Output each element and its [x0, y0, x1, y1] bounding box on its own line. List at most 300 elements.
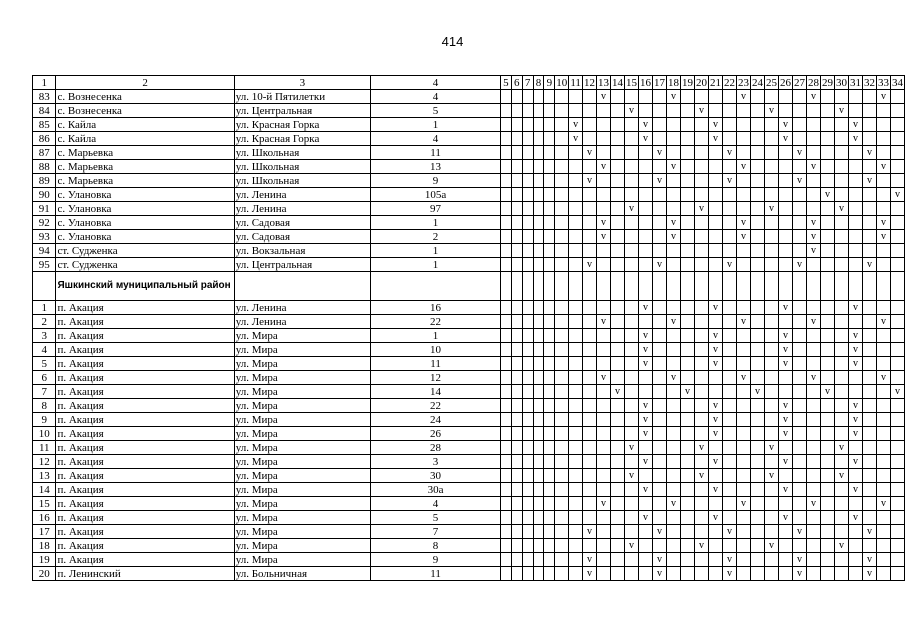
- table-row: [33, 202, 905, 216]
- street-cell: ул. Мира: [234, 483, 370, 497]
- empty-mark-cell: [596, 483, 610, 497]
- empty-mark-cell: [792, 272, 806, 301]
- check-mark-cell: v: [890, 385, 904, 399]
- empty-mark-cell: [834, 132, 848, 146]
- check-mark-cell: v: [876, 230, 890, 244]
- empty-mark-cell: [652, 315, 666, 329]
- empty-mark-cell: [680, 553, 694, 567]
- empty-mark-cell: [610, 553, 624, 567]
- empty-mark-cell: [652, 343, 666, 357]
- empty-mark-cell: [544, 511, 555, 525]
- check-mark-cell: v: [778, 301, 792, 315]
- empty-mark-cell: [596, 118, 610, 132]
- empty-mark-cell: [834, 118, 848, 132]
- empty-mark-cell: [764, 371, 778, 385]
- empty-mark-cell: [533, 553, 544, 567]
- empty-mark-cell: [652, 272, 666, 301]
- empty-mark-cell: [778, 385, 792, 399]
- empty-mark-cell: [555, 525, 569, 539]
- house-number-cell: 10: [371, 343, 501, 357]
- empty-mark-cell: [764, 146, 778, 160]
- empty-mark-cell: [708, 385, 722, 399]
- check-mark-cell: v: [736, 90, 750, 104]
- empty-mark-cell: [511, 539, 522, 553]
- empty-mark-cell: [792, 202, 806, 216]
- check-mark-cell: v: [666, 230, 680, 244]
- empty-mark-cell: [555, 371, 569, 385]
- empty-mark-cell: [848, 230, 862, 244]
- empty-mark-cell: [596, 553, 610, 567]
- locality-cell: п. Акация: [56, 329, 234, 343]
- table-row: [33, 525, 905, 539]
- empty-mark-cell: [533, 104, 544, 118]
- empty-mark-cell: [848, 104, 862, 118]
- table-row: [33, 118, 905, 132]
- empty-mark-cell: [792, 399, 806, 413]
- empty-mark-cell: [533, 202, 544, 216]
- empty-mark-cell: [638, 497, 652, 511]
- empty-mark-cell: [694, 385, 708, 399]
- empty-mark-cell: [750, 357, 764, 371]
- empty-mark-cell: [569, 258, 583, 272]
- locality-cell: с. Улановка: [56, 230, 234, 244]
- empty-mark-cell: [511, 216, 522, 230]
- empty-mark-cell: [834, 272, 848, 301]
- empty-mark-cell: [792, 539, 806, 553]
- empty-mark-cell: [890, 146, 904, 160]
- check-mark-cell: v: [624, 539, 638, 553]
- empty-mark-cell: [680, 301, 694, 315]
- empty-mark-cell: [522, 315, 533, 329]
- empty-mark-cell: [862, 244, 876, 258]
- empty-mark-cell: [694, 216, 708, 230]
- empty-mark-cell: [680, 357, 694, 371]
- empty-mark-cell: [750, 244, 764, 258]
- empty-mark-cell: [890, 315, 904, 329]
- empty-mark-cell: [862, 104, 876, 118]
- empty-mark-cell: [652, 469, 666, 483]
- empty-mark-cell: [890, 539, 904, 553]
- table-row: [33, 301, 905, 315]
- check-mark-cell: v: [708, 132, 722, 146]
- empty-mark-cell: [501, 118, 512, 132]
- street-cell: ул. Мира: [234, 469, 370, 483]
- empty-mark-cell: [666, 272, 680, 301]
- empty-mark-cell: [792, 455, 806, 469]
- check-mark-cell: v: [778, 399, 792, 413]
- empty-mark-cell: [555, 553, 569, 567]
- empty-mark-cell: [522, 90, 533, 104]
- empty-mark-cell: [820, 469, 834, 483]
- empty-mark-cell: [522, 553, 533, 567]
- empty-mark-cell: [694, 483, 708, 497]
- empty-mark-cell: [848, 385, 862, 399]
- empty-mark-cell: [820, 497, 834, 511]
- empty-mark-cell: [522, 146, 533, 160]
- empty-mark-cell: [890, 483, 904, 497]
- empty-mark-cell: [736, 357, 750, 371]
- check-mark-cell: v: [778, 483, 792, 497]
- empty-mark-cell: [555, 497, 569, 511]
- empty-mark-cell: [610, 272, 624, 301]
- locality-cell: п. Акация: [56, 455, 234, 469]
- empty-cell: [371, 272, 501, 301]
- empty-mark-cell: [806, 132, 820, 146]
- street-cell: ул. Мира: [234, 455, 370, 469]
- column-header: 2: [56, 76, 234, 90]
- empty-mark-cell: [511, 343, 522, 357]
- empty-mark-cell: [792, 343, 806, 357]
- check-mark-cell: v: [596, 216, 610, 230]
- house-number-cell: 24: [371, 413, 501, 427]
- empty-mark-cell: [750, 272, 764, 301]
- check-mark-cell: v: [792, 174, 806, 188]
- empty-mark-cell: [820, 160, 834, 174]
- check-mark-cell: v: [778, 455, 792, 469]
- empty-mark-cell: [722, 315, 736, 329]
- locality-cell: с. Улановка: [56, 188, 234, 202]
- empty-mark-cell: [680, 399, 694, 413]
- table-row: [33, 371, 905, 385]
- empty-mark-cell: [750, 469, 764, 483]
- empty-mark-cell: [522, 441, 533, 455]
- empty-mark-cell: [890, 399, 904, 413]
- empty-mark-cell: [582, 329, 596, 343]
- empty-mark-cell: [806, 343, 820, 357]
- empty-mark-cell: [596, 174, 610, 188]
- empty-mark-cell: [764, 553, 778, 567]
- empty-mark-cell: [624, 455, 638, 469]
- table-row: [33, 469, 905, 483]
- empty-mark-cell: [624, 216, 638, 230]
- column-header: 33: [877, 76, 889, 89]
- column-header: 28: [807, 76, 819, 89]
- empty-mark-cell: [778, 146, 792, 160]
- empty-mark-cell: [764, 230, 778, 244]
- empty-mark-cell: [533, 216, 544, 230]
- empty-mark-cell: [750, 118, 764, 132]
- locality-cell: с. Кайла: [56, 132, 234, 146]
- empty-mark-cell: [750, 427, 764, 441]
- locality-cell: с. Улановка: [56, 202, 234, 216]
- empty-mark-cell: [501, 483, 512, 497]
- empty-mark-cell: [652, 455, 666, 469]
- empty-mark-cell: [582, 118, 596, 132]
- empty-mark-cell: [862, 413, 876, 427]
- empty-mark-cell: [806, 357, 820, 371]
- empty-mark-cell: [610, 160, 624, 174]
- empty-mark-cell: [792, 188, 806, 202]
- empty-mark-cell: [862, 315, 876, 329]
- empty-mark-cell: [569, 385, 583, 399]
- empty-mark-cell: [666, 455, 680, 469]
- empty-mark-cell: [555, 315, 569, 329]
- locality-cell: с. Вознесенка: [56, 104, 234, 118]
- empty-mark-cell: [708, 146, 722, 160]
- empty-mark-cell: [750, 301, 764, 315]
- check-mark-cell: v: [638, 427, 652, 441]
- row-number-cell: 15: [33, 497, 56, 511]
- empty-mark-cell: [638, 258, 652, 272]
- empty-mark-cell: [638, 272, 652, 301]
- empty-mark-cell: [596, 272, 610, 301]
- empty-mark-cell: [533, 413, 544, 427]
- empty-mark-cell: [694, 132, 708, 146]
- empty-mark-cell: [764, 399, 778, 413]
- empty-mark-cell: [834, 244, 848, 258]
- empty-mark-cell: [750, 132, 764, 146]
- locality-cell: п. Акация: [56, 553, 234, 567]
- empty-mark-cell: [834, 413, 848, 427]
- empty-mark-cell: [596, 132, 610, 146]
- empty-mark-cell: [624, 399, 638, 413]
- empty-mark-cell: [806, 202, 820, 216]
- empty-mark-cell: [544, 525, 555, 539]
- empty-mark-cell: [501, 441, 512, 455]
- empty-mark-cell: [820, 553, 834, 567]
- empty-mark-cell: [569, 553, 583, 567]
- empty-mark-cell: [533, 427, 544, 441]
- empty-mark-cell: [820, 483, 834, 497]
- empty-mark-cell: [610, 132, 624, 146]
- empty-mark-cell: [708, 272, 722, 301]
- check-mark-cell: v: [806, 230, 820, 244]
- empty-mark-cell: [736, 343, 750, 357]
- empty-mark-cell: [736, 483, 750, 497]
- empty-mark-cell: [834, 258, 848, 272]
- empty-mark-cell: [876, 329, 890, 343]
- house-number-cell: 3: [371, 455, 501, 469]
- empty-mark-cell: [722, 202, 736, 216]
- check-mark-cell: v: [834, 469, 848, 483]
- empty-mark-cell: [820, 132, 834, 146]
- empty-mark-cell: [792, 301, 806, 315]
- empty-mark-cell: [544, 272, 555, 301]
- house-number-cell: 11: [371, 567, 501, 581]
- empty-mark-cell: [610, 413, 624, 427]
- empty-mark-cell: [708, 553, 722, 567]
- empty-mark-cell: [569, 357, 583, 371]
- empty-mark-cell: [792, 160, 806, 174]
- locality-cell: с. Вознесенка: [56, 90, 234, 104]
- empty-mark-cell: [792, 357, 806, 371]
- empty-mark-cell: [680, 567, 694, 581]
- empty-mark-cell: [764, 258, 778, 272]
- street-cell: ул. Мира: [234, 553, 370, 567]
- empty-mark-cell: [555, 539, 569, 553]
- empty-mark-cell: [666, 399, 680, 413]
- empty-mark-cell: [652, 118, 666, 132]
- table-row: [33, 497, 905, 511]
- empty-mark-cell: [533, 371, 544, 385]
- column-header: 14: [611, 76, 623, 89]
- empty-mark-cell: [680, 371, 694, 385]
- check-mark-cell: v: [708, 413, 722, 427]
- empty-mark-cell: [778, 202, 792, 216]
- empty-mark-cell: [624, 174, 638, 188]
- empty-mark-cell: [862, 301, 876, 315]
- empty-mark-cell: [652, 483, 666, 497]
- empty-mark-cell: [694, 399, 708, 413]
- empty-mark-cell: [624, 511, 638, 525]
- empty-mark-cell: [582, 385, 596, 399]
- check-mark-cell: v: [624, 441, 638, 455]
- empty-mark-cell: [750, 174, 764, 188]
- empty-mark-cell: [778, 441, 792, 455]
- empty-mark-cell: [610, 146, 624, 160]
- column-header: 26: [779, 76, 791, 89]
- empty-mark-cell: [834, 230, 848, 244]
- empty-mark-cell: [890, 511, 904, 525]
- empty-mark-cell: [555, 455, 569, 469]
- empty-mark-cell: [820, 146, 834, 160]
- empty-mark-cell: [610, 118, 624, 132]
- empty-mark-cell: [848, 497, 862, 511]
- empty-mark-cell: [806, 455, 820, 469]
- row-number-cell: 85: [33, 118, 56, 132]
- check-mark-cell: v: [862, 258, 876, 272]
- empty-mark-cell: [764, 160, 778, 174]
- empty-mark-cell: [544, 399, 555, 413]
- row-number-cell: 94: [33, 244, 56, 258]
- check-mark-cell: v: [582, 525, 596, 539]
- street-cell: ул. Садовая: [234, 230, 370, 244]
- empty-mark-cell: [544, 118, 555, 132]
- empty-mark-cell: [862, 216, 876, 230]
- empty-mark-cell: [544, 371, 555, 385]
- empty-mark-cell: [652, 160, 666, 174]
- empty-mark-cell: [582, 244, 596, 258]
- empty-mark-cell: [610, 315, 624, 329]
- check-mark-cell: v: [638, 118, 652, 132]
- empty-mark-cell: [666, 385, 680, 399]
- empty-mark-cell: [533, 399, 544, 413]
- empty-mark-cell: [722, 132, 736, 146]
- empty-mark-cell: [582, 539, 596, 553]
- check-mark-cell: v: [666, 160, 680, 174]
- empty-mark-cell: [862, 202, 876, 216]
- empty-mark-cell: [522, 455, 533, 469]
- empty-mark-cell: [834, 343, 848, 357]
- empty-mark-cell: [736, 146, 750, 160]
- empty-mark-cell: [736, 385, 750, 399]
- check-mark-cell: v: [862, 567, 876, 581]
- empty-mark-cell: [555, 160, 569, 174]
- empty-mark-cell: [806, 413, 820, 427]
- empty-mark-cell: [708, 469, 722, 483]
- empty-mark-cell: [736, 132, 750, 146]
- empty-mark-cell: [764, 497, 778, 511]
- empty-mark-cell: [848, 371, 862, 385]
- empty-mark-cell: [666, 174, 680, 188]
- empty-mark-cell: [544, 497, 555, 511]
- empty-mark-cell: [596, 539, 610, 553]
- empty-mark-cell: [638, 202, 652, 216]
- empty-mark-cell: [736, 202, 750, 216]
- empty-mark-cell: [624, 357, 638, 371]
- empty-mark-cell: [624, 230, 638, 244]
- empty-mark-cell: [610, 357, 624, 371]
- empty-mark-cell: [624, 413, 638, 427]
- empty-mark-cell: [764, 525, 778, 539]
- empty-mark-cell: [666, 329, 680, 343]
- empty-mark-cell: [533, 90, 544, 104]
- check-mark-cell: v: [582, 567, 596, 581]
- empty-mark-cell: [862, 357, 876, 371]
- check-mark-cell: v: [596, 90, 610, 104]
- empty-mark-cell: [820, 511, 834, 525]
- empty-mark-cell: [501, 146, 512, 160]
- row-number-cell: 91: [33, 202, 56, 216]
- empty-mark-cell: [610, 483, 624, 497]
- empty-mark-cell: [596, 469, 610, 483]
- empty-mark-cell: [501, 539, 512, 553]
- street-cell: ул. Больничная: [234, 567, 370, 581]
- empty-mark-cell: [666, 244, 680, 258]
- check-mark-cell: v: [652, 553, 666, 567]
- empty-mark-cell: [610, 441, 624, 455]
- empty-mark-cell: [890, 118, 904, 132]
- empty-mark-cell: [750, 216, 764, 230]
- empty-mark-cell: [750, 539, 764, 553]
- check-mark-cell: v: [666, 497, 680, 511]
- empty-mark-cell: [750, 441, 764, 455]
- empty-mark-cell: [820, 567, 834, 581]
- check-mark-cell: v: [569, 118, 583, 132]
- empty-mark-cell: [694, 343, 708, 357]
- locality-cell: п. Акация: [56, 385, 234, 399]
- empty-mark-cell: [778, 371, 792, 385]
- check-mark-cell: v: [638, 413, 652, 427]
- empty-mark-cell: [533, 258, 544, 272]
- empty-mark-cell: [876, 104, 890, 118]
- empty-mark-cell: [638, 525, 652, 539]
- empty-mark-cell: [736, 174, 750, 188]
- empty-mark-cell: [501, 160, 512, 174]
- locality-cell: п. Акация: [56, 525, 234, 539]
- empty-mark-cell: [722, 497, 736, 511]
- empty-mark-cell: [820, 371, 834, 385]
- empty-mark-cell: [544, 301, 555, 315]
- empty-mark-cell: [555, 202, 569, 216]
- column-header: 23: [737, 76, 749, 89]
- check-mark-cell: v: [736, 315, 750, 329]
- empty-mark-cell: [680, 511, 694, 525]
- check-mark-cell: v: [862, 146, 876, 160]
- empty-mark-cell: [806, 272, 820, 301]
- column-header: 5: [501, 76, 512, 90]
- check-mark-cell: v: [862, 525, 876, 539]
- empty-mark-cell: [722, 371, 736, 385]
- row-number-cell: 2: [33, 315, 56, 329]
- house-number-cell: 16: [371, 301, 501, 315]
- empty-mark-cell: [806, 118, 820, 132]
- empty-mark-cell: [736, 188, 750, 202]
- empty-mark-cell: [582, 188, 596, 202]
- empty-mark-cell: [792, 441, 806, 455]
- check-mark-cell: v: [778, 511, 792, 525]
- empty-mark-cell: [834, 483, 848, 497]
- empty-mark-cell: [544, 258, 555, 272]
- empty-mark-cell: [876, 441, 890, 455]
- empty-mark-cell: [876, 343, 890, 357]
- check-mark-cell: v: [778, 357, 792, 371]
- empty-mark-cell: [876, 511, 890, 525]
- empty-mark-cell: [596, 104, 610, 118]
- empty-mark-cell: [511, 567, 522, 581]
- empty-mark-cell: [569, 174, 583, 188]
- empty-mark-cell: [736, 118, 750, 132]
